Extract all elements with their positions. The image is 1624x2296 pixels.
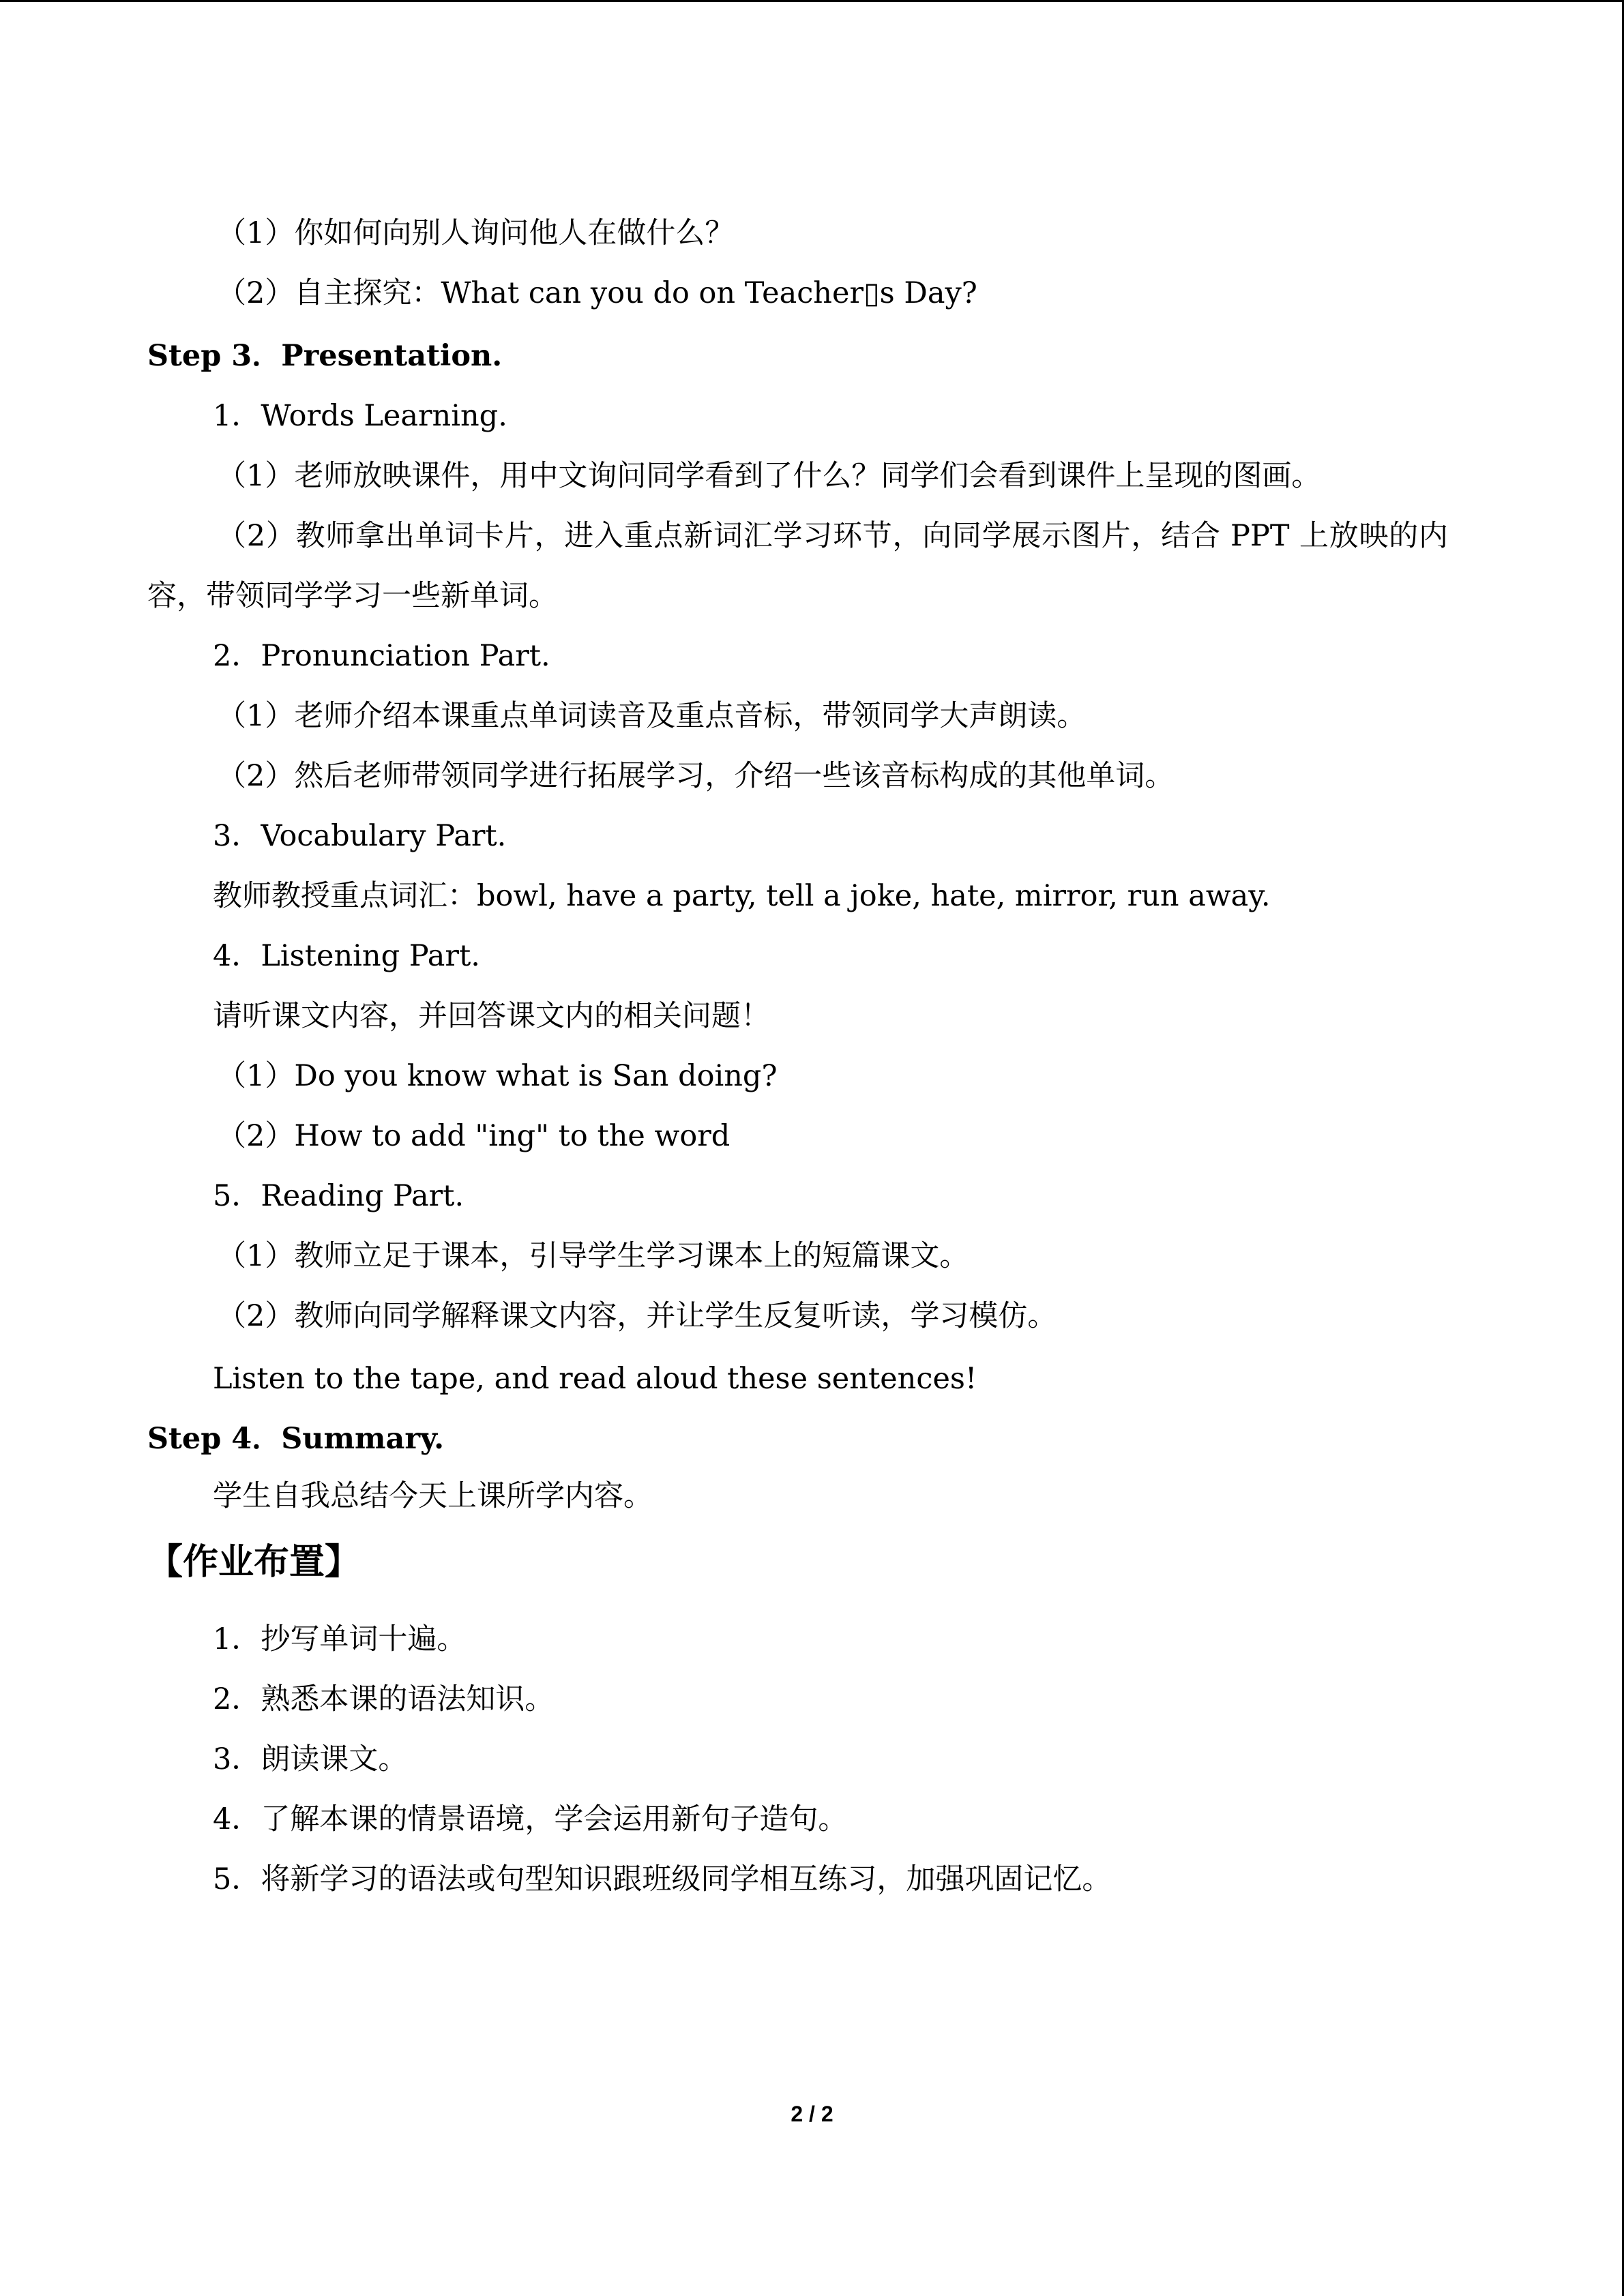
homework-item-2: 2．熟悉本课的语法知识。 xyxy=(213,1682,555,1716)
listening-title: 4．Listening Part. xyxy=(213,939,480,973)
summary-paragraph: 学生自我总结今天上课所学内容。 xyxy=(213,1479,653,1513)
page-number: 2 / 2 xyxy=(791,2102,833,2126)
words-learning-paragraph-2: （2）教师拿出单词卡片，进入重点新词汇学习环节，向同学展示图片，结合 PPT 上放映的内容，带领同学学习一些新单词。 xyxy=(147,519,1448,613)
homework-item-3: 3．朗读课文。 xyxy=(213,1742,408,1776)
homework-item-1: 1．抄写单词十遍。 xyxy=(213,1622,467,1656)
vocabulary-title: 3．Vocabulary Part. xyxy=(213,819,507,853)
words-learning-paragraph-1: （1）老师放映课件，用中文询问同学看到了什么？同学们会看到课件上呈现的图画。 xyxy=(217,459,1321,493)
reading-title: 5．Reading Part. xyxy=(213,1179,464,1213)
reading-paragraph-1: （1）教师立足于课本，引导学生学习课本上的短篇课文。 xyxy=(217,1239,969,1273)
reading-paragraph-2: （2）教师向同学解释课文内容，并让学生反复听读，学习模仿。 xyxy=(217,1299,1057,1333)
step-4-heading: Step 4．Summary. xyxy=(147,1422,445,1456)
homework-item-5: 5．将新学习的语法或句型知识跟班级同学相互练习，加强巩固记忆。 xyxy=(213,1862,1112,1896)
listening-question-2: （2）How to add "ing" to the word xyxy=(217,1119,730,1153)
pronunciation-paragraph-2: （2）然后老师带领同学进行拓展学习，介绍一些该音标构成的其他单词。 xyxy=(217,759,1175,793)
intro-question-2: （2）自主探究：What can you do on Teacher▯s Day? xyxy=(217,276,977,310)
homework-item-4: 4．了解本课的情景语境，学会运用新句子造句。 xyxy=(213,1802,848,1836)
step-3-heading: Step 3．Presentation. xyxy=(147,339,503,373)
pronunciation-title: 2．Pronunciation Part. xyxy=(213,639,550,673)
homework-heading: 【作业布置】 xyxy=(147,1542,361,1583)
reading-paragraph-3: Listen to the tape, and read aloud these sentences! xyxy=(213,1362,977,1396)
listening-paragraph-1: 请听课文内容，并回答课文内的相关问题！ xyxy=(213,999,770,1033)
vocabulary-paragraph-1: 教师教授重点词汇：bowl, have a party, tell a joke, hate, mirror, run away. xyxy=(213,879,1271,913)
intro-question-1: （1）你如何向别人询问他人在做什么？ xyxy=(217,216,735,250)
pronunciation-paragraph-1: （1）老师介绍本课重点单词读音及重点音标，带领同学大声朗读。 xyxy=(217,699,1087,733)
words-learning-title: 1．Words Learning. xyxy=(213,399,507,433)
listening-question-1: （1）Do you know what is San doing? xyxy=(217,1059,778,1093)
